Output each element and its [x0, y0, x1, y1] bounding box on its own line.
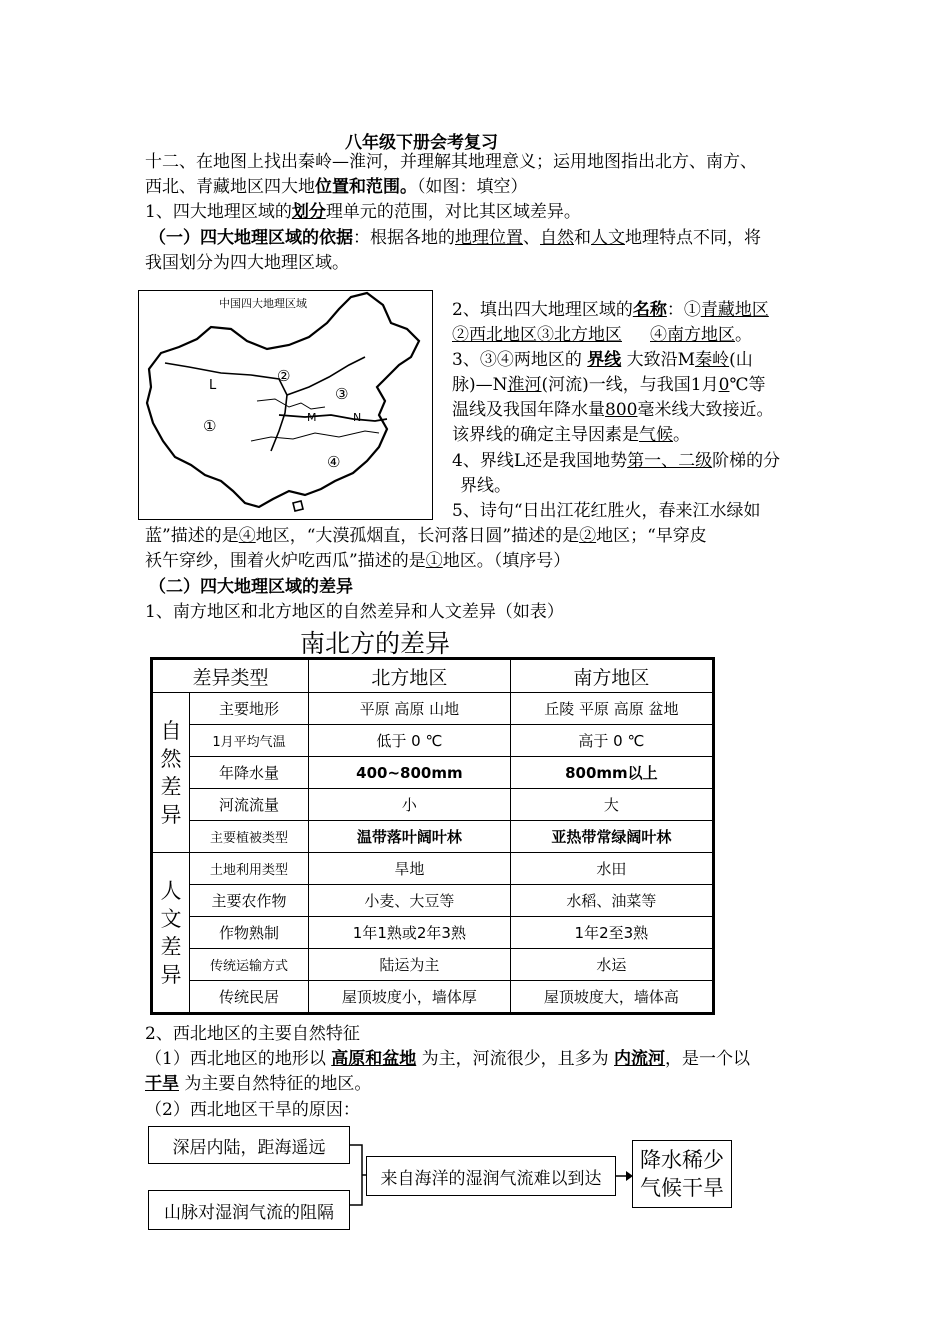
q-bold-answer: 干旱 — [145, 1074, 179, 1094]
map-label-3: ③ — [335, 385, 349, 403]
category-human: 人文差异 — [152, 853, 190, 1014]
result-box — [632, 1140, 732, 1208]
south-cell: 800mm以上 — [510, 757, 713, 789]
item-cell: 传统民居 — [190, 981, 309, 1014]
q-text: 。 — [673, 425, 690, 445]
q4-line-1 — [452, 449, 780, 473]
q5-line-1: 5、诗句“日出江花红胜火，春来江水绿如 — [452, 501, 761, 521]
item-cell: 主要农作物 — [190, 885, 309, 917]
intro-text: 地理特点不同，将 — [625, 228, 761, 248]
south-cell: 丘陵 平原 高原 盆地 — [510, 693, 713, 725]
intro-text: （如图：填空） — [417, 177, 528, 197]
q4-line-2: 界线。 — [460, 476, 511, 496]
south-cell: 水田 — [510, 853, 713, 885]
category-natural: 自然差异 — [152, 693, 190, 853]
intro-text: 西北、青藏地区四大地 — [145, 177, 315, 197]
q-text: 该界线的确定主导因素是 — [452, 425, 639, 445]
table-row — [152, 757, 714, 789]
q-answer: ②西北地区 — [452, 325, 537, 345]
header-cell: 差异类型 — [152, 659, 309, 693]
q3-line-3 — [452, 398, 773, 422]
map-label-L: L — [209, 378, 217, 393]
q-text: 地区，“大漠孤烟直，长河落日圆”描述的是 — [255, 526, 580, 546]
q-text: ：① — [666, 300, 701, 320]
section2-sub1: 1、南方地区和北方地区的自然差异和人文差异（如表） — [145, 602, 564, 622]
q-answer: 青藏地区 — [700, 300, 769, 320]
q-bold-answer: 内流河 — [614, 1049, 666, 1069]
table-row — [152, 789, 714, 821]
north-cell: 小 — [309, 789, 511, 821]
item-cell: 1月平均气温 — [190, 725, 309, 757]
q-text: 蓝”描述的是 — [145, 526, 239, 546]
intro-text: 、 — [523, 228, 540, 248]
intro-line-3 — [145, 200, 581, 224]
intro-line-5: 我国划分为四大地理区域。 — [145, 253, 349, 273]
q-bold-answer: 名称 — [632, 300, 667, 320]
south-cell: 大 — [510, 789, 713, 821]
map-drawing — [139, 291, 431, 518]
intro-bold: 位置和范围。 — [315, 177, 417, 197]
effect-box — [366, 1156, 616, 1196]
q-text: 脉)—N — [452, 375, 508, 395]
q-answer: ④ — [238, 526, 256, 546]
q-answer: 淮河 — [507, 375, 542, 395]
section-heading-2: （二）四大地理区域的差异 — [149, 577, 353, 597]
intro-text: 理单元的范围，对比其区域差异。 — [325, 202, 581, 222]
q-answer: ① — [425, 551, 443, 571]
q-text: 大致沿M — [626, 350, 696, 370]
q-text: ，是一个以 — [665, 1049, 751, 1069]
intro-answer: 人文 — [591, 228, 625, 248]
q-bold-answer: 高原和盆地 — [331, 1049, 417, 1069]
north-cell: 400~800mm — [309, 757, 511, 789]
north-cell: 屋顶坡度小，墙体厚 — [309, 981, 511, 1014]
map-label-1: ① — [203, 417, 217, 435]
map-label-M: M — [307, 411, 317, 424]
item-cell: 作物熟制 — [190, 917, 309, 949]
table-row — [152, 693, 714, 725]
q-answer: 800 — [605, 400, 638, 420]
china-outline — [147, 293, 419, 507]
intro-answer: 划分 — [291, 202, 326, 222]
hainan-island — [293, 501, 303, 511]
map-caption: 中国四大地理区域 — [219, 297, 307, 310]
q5-line-2 — [145, 524, 707, 548]
map-label-N: N — [353, 411, 362, 424]
table-row — [152, 853, 714, 885]
q-text: 毫米线大致接近。 — [637, 400, 774, 420]
north-cell: 旱地 — [309, 853, 511, 885]
table-row — [152, 949, 714, 981]
q-answer: 秦岭 — [695, 350, 730, 370]
q-text: 。 — [735, 325, 752, 345]
cause-text: 山脉对湿润气流的阻隔 — [164, 1202, 334, 1223]
intro-line-4 — [149, 226, 761, 250]
intro-answer: 自然 — [540, 228, 574, 248]
north-cell: 小麦、大豆等 — [309, 885, 511, 917]
q-text: 为主，河流很少，且多为 — [421, 1049, 609, 1069]
table-header-row — [152, 659, 714, 693]
table-row — [152, 885, 714, 917]
header-cell: 北方地区 — [309, 659, 511, 693]
q-text: 4、界线L还是我国地势 — [452, 451, 628, 471]
item-cell: 土地利用类型 — [190, 853, 309, 885]
item-cell: 主要地形 — [190, 693, 309, 725]
q-text: 阶梯的分 — [712, 451, 781, 471]
q2-line-2 — [452, 323, 752, 347]
q-text: 袄午穿纱，围着火炉吃西瓜”描述的是 — [145, 551, 426, 571]
q2-line-1 — [452, 298, 769, 322]
q-text: 2、填出四大地理区域的 — [452, 300, 633, 320]
q-text: (山 — [729, 350, 753, 370]
q-text: 地区；“早穿皮 — [596, 526, 707, 546]
south-cell: 屋顶坡度大，墙体高 — [510, 981, 713, 1014]
q-text: ℃等 — [729, 375, 766, 395]
table-row — [152, 917, 714, 949]
q-answer: 气候 — [639, 425, 673, 445]
intro-text: 和 — [574, 228, 591, 248]
northwest-heading: 2、西北地区的主要自然特征 — [145, 1024, 360, 1044]
south-cell: 高于 0 ℃ — [510, 725, 713, 757]
result-text: 降水稀少 — [640, 1148, 724, 1172]
northwest-line-3: （2）西北地区干旱的原因： — [145, 1100, 360, 1120]
item-cell: 传统运输方式 — [190, 949, 309, 981]
item-cell: 主要植被类型 — [190, 821, 309, 853]
q-answer: ② — [579, 526, 597, 546]
north-cell: 低于 0 ℃ — [309, 725, 511, 757]
item-cell: 河流流量 — [190, 789, 309, 821]
north-cell: 平原 高原 山地 — [309, 693, 511, 725]
cause-text: 深居内陆，距海遥远 — [172, 1137, 326, 1158]
q-answer: 第一、二级 — [627, 451, 713, 471]
north-cell: 1年1熟或2年3熟 — [309, 917, 511, 949]
table-row — [152, 725, 714, 757]
south-cell: 亚热带常绿阔叶林 — [510, 821, 713, 853]
northwest-line-2 — [145, 1072, 371, 1096]
q-answer: ④南方地区 — [650, 325, 735, 345]
effect-text: 来自海洋的湿润气流难以到达 — [380, 1168, 602, 1189]
header-cell: 南方地区 — [510, 659, 713, 693]
north-south-diff-table — [150, 657, 715, 1015]
q3-line-2 — [452, 373, 765, 397]
table-row — [152, 981, 714, 1014]
q3-line-1 — [452, 348, 753, 372]
q-answer: ③北方地区 — [537, 325, 622, 345]
result-text: 气候干旱 — [640, 1176, 724, 1200]
q-text: 地区。（填序号） — [442, 551, 571, 571]
table-title: 南北方的差异 — [300, 629, 451, 658]
q-answer: 0 — [718, 375, 730, 395]
table-row — [152, 821, 714, 853]
northwest-line-1 — [145, 1047, 750, 1071]
south-cell: 水稻、油菜等 — [510, 885, 713, 917]
item-cell: 年降水量 — [190, 757, 309, 789]
section-heading: （一）四大地理区域的依据 — [149, 228, 353, 248]
map-label-4: ④ — [327, 453, 341, 471]
intro-line-2 — [145, 175, 528, 199]
q-text: （1）西北地区的地形以 — [145, 1049, 326, 1069]
intro-line-1: 十二、在地图上找出秦岭—淮河，并理解其地理意义；运用地图指出北方、南方、 — [145, 152, 757, 172]
china-regions-map — [138, 290, 433, 520]
intro-answer: 地理位置 — [455, 228, 523, 248]
cause-box-2 — [148, 1190, 350, 1230]
q-text: 3、③④两地区的 — [452, 350, 582, 370]
q5-line-3 — [145, 549, 570, 573]
map-label-2: ② — [277, 367, 291, 385]
q-bold-answer: 界线 — [587, 350, 622, 370]
cause-box-1 — [148, 1126, 350, 1164]
q-text: 为主要自然特征的地区。 — [184, 1074, 372, 1094]
south-cell: 1年2至3熟 — [510, 917, 713, 949]
q-text: (河流)一线，与我国1月 — [541, 375, 719, 395]
document-title: 八年级下册会考复习 — [345, 133, 498, 153]
q3-line-4 — [452, 423, 690, 447]
intro-text: 1、四大地理区域的 — [145, 202, 292, 222]
north-cell: 陆运为主 — [309, 949, 511, 981]
q-text: 温线及我国年降水量 — [452, 400, 605, 420]
north-cell: 温带落叶阔叶林 — [309, 821, 511, 853]
intro-text: ：根据各地的 — [353, 228, 455, 248]
south-cell: 水运 — [510, 949, 713, 981]
